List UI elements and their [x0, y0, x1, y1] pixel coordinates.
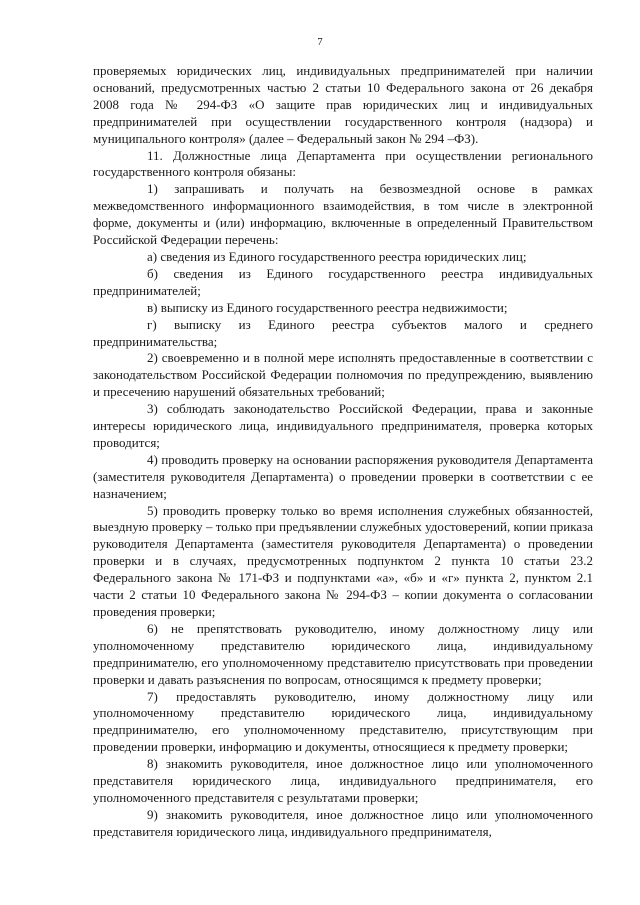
paragraph-item-8: 8) знакомить руководителя, иное должностное лицо или уполномоченного представителя юридического лица, индивидуального предпринимателя, его уполномоченного представителя с результатами проверки; — [93, 756, 593, 805]
paragraph-item-4: 4) проводить проверку на основании распоряжения руководителя Департамента (заместителя руководителя Департамента) о проведении проверки в соответствии с ее назначением; — [93, 451, 593, 501]
paragraph-subitem-a: а) сведения из Единого государственного реестра юридических лиц; — [147, 248, 527, 264]
paragraph-item-7: 7) предоставлять руководителю, иному должностному лицу или уполномоченному представителю юридического лица, индивидуальному предпринимателю, его уполномоченному представителю, присутствующим при проведении проверки, информацию и документы, относящиеся к предмету проверки; — [93, 688, 593, 755]
document-body — [93, 63, 593, 841]
paragraph-item-3: 3) соблюдать законодательство Российской Федерации, права и законные интересы юридического лица, индивидуального предпринимателя, проверка которых проводится; — [93, 401, 593, 450]
paragraph-subitem-g: г) выписку из Единого реестра субъектов малого и среднего предпринимательства; — [93, 316, 593, 349]
paragraph-subitem-v: в) выписку из Единого государственного реестра недвижимости; — [147, 299, 508, 315]
page-number: 7 — [317, 36, 323, 48]
paragraph-item-6: 6) не препятствовать руководителю, иному должностному лицу или уполномоченному представителю юридического лица, индивидуальному предпринимателю, его уполномоченному представителю присутствовать при проведении проверки и давать разъяснения по вопросам, относящимся к предмету проверки; — [93, 620, 593, 687]
paragraph-subitem-b: б) сведения из Единого государственного реестра индивидуальных предпринимателей; — [93, 265, 593, 298]
paragraph-item-1: 1) запрашивать и получать на безвозмездной основе в рамках межведомственного информационного взаимодействия, в том числе в электронной форме, документы и (или) информацию, включенные в определенный Правительством Российской Федерации перечень: — [93, 181, 593, 248]
paragraph-item-5: 5) проводить проверку только во время исполнения служебных обязанностей, выездную проверку – только при предъявлении служебных удостоверений, копии приказа руководителя Департамента (заместителя руководителя Департамента) о проведении проверки и в случаях, предусмотренных подпунктом 2 пункта 10 статьи 23.2 Федерального закона № 171-ФЗ и подпунктами «а», «б» и «г» пункта 2, пунктом 2.1 части 2 статьи 10 Федерального закона № 294-ФЗ – копии документа о согласовании проведения проверки; — [93, 502, 593, 619]
paragraph-item-9: 9) знакомить руководителя, иное должностное лицо или уполномоченного представителя юридического лица, индивидуального предпринимателя, — [93, 806, 593, 839]
paragraph-item-2: 2) своевременно и в полной мере исполнять предоставленные в соответствии с законодательством Российской Федерации полномочия по предупреждению, выявлению и пресечению нарушений обязательных требований; — [93, 350, 593, 400]
paragraph-clause-11: 11. Должностные лица Департамента при осуществлении регионального государственного контроля обязаны: — [93, 147, 593, 180]
paragraph-continuation: проверяемых юридических лиц, индивидуальных предпринимателей при наличии оснований, предусмотренных частью 2 статьи 10 Федерального закона от 26 декабря 2008 года № 294-ФЗ «О защите прав юридических лиц и индивидуальных предпринимателей при осуществлении государственного контроля (надзора) и муниципального контроля» (далее – Федеральный закон № 294 –ФЗ). — [93, 63, 593, 146]
